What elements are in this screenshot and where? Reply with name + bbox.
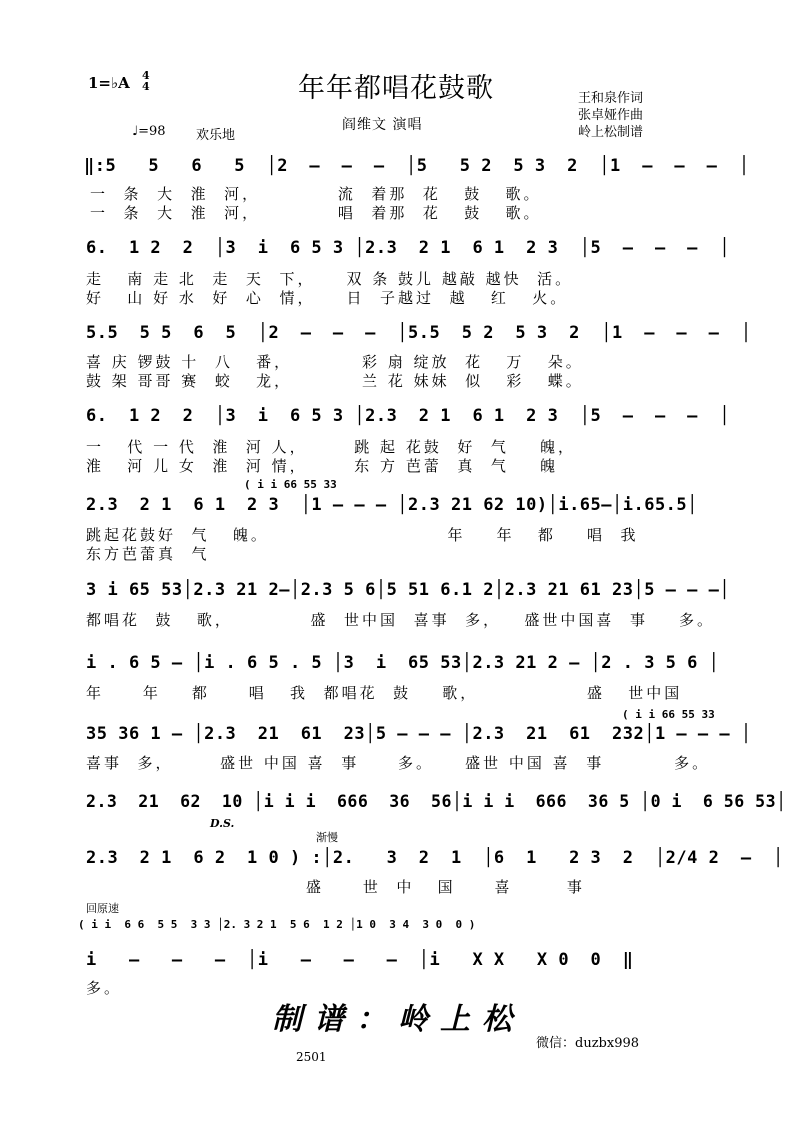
intro-line-8: ( i i 66 55 33 xyxy=(622,708,715,721)
lyrics-line-4a: 一 代 一 代 淮 河 人， 跳 起 花鼓 好 气 魄， xyxy=(86,438,576,456)
ritardando-mark: 渐慢 xyxy=(316,831,338,844)
lyrics-line-8a: 喜事 多， 盛世 中国 喜 事 多。 盛世 中国 喜 事 多。 xyxy=(86,754,711,772)
page-number: 2501 xyxy=(296,1050,327,1064)
lyrics-line-4b: 淮 河 儿 女 淮 河 情， 东 方 芭蕾 真 气 魄 xyxy=(86,457,558,475)
lyrics-line-2b: 好 山 好 水 好 心 情， 日 子越过 越 红 火。 xyxy=(86,289,569,307)
ds-mark: D.S. xyxy=(210,817,235,830)
a-tempo-mark: 回原速 xyxy=(86,902,119,915)
score-line-11: i – – – │i – – – │i X X X 0 0 ‖ xyxy=(86,950,634,970)
key-signature: 1=♭A xyxy=(88,74,130,92)
score-line-3: 5.5 5 5 6 5 │2 – – – │5.5 5 2 5 3 2 │1 – – – │ xyxy=(86,323,752,343)
wechat-contact: 微信：duzbx998 xyxy=(536,1036,640,1051)
meter-top: 4 xyxy=(142,69,150,82)
style-marking: 欢乐地 xyxy=(196,128,236,143)
arranger: 岭上松制谱 xyxy=(578,125,644,140)
lyrics-line-7a: 年 年 都 唱 我 都唱花 鼓 歌， 盛 世中国 xyxy=(86,684,683,702)
credits xyxy=(578,90,643,141)
score-line-2: 6. 1 2 2 │3 i 6 5 3 │2.3 2 1 6 1 2 3 │5 – – – │ xyxy=(86,238,731,258)
lyrics-line-6a: 都唱花 鼓 歌， 盛 世中国 喜事 多， 盛世中国喜 事 多。 xyxy=(86,611,716,629)
lyrics-line-2a: 走 南 走 北 走 天 下， 双 条 鼓儿 越敲 越快 活。 xyxy=(86,270,574,288)
lyrics-line-3a: 喜 庆 锣鼓 十 八 番， 彩 扇 绽放 花 万 朵。 xyxy=(86,353,584,371)
lyrics-line-1b: 一 条 大 淮 河， 唱 着那 花 鼓 歌。 xyxy=(90,204,542,222)
lyrics-line-5b: 东方芭蕾真 气 xyxy=(86,545,210,563)
intro-line-11: ( i i 6 6 5 5 3 3 │2. 3 2 1 5 6 1 2 │1 0 3 4 3 0 0 ) xyxy=(78,918,476,931)
song-title: 年年都唱花鼓歌 xyxy=(298,73,494,104)
meter-bottom: 4 xyxy=(142,80,150,93)
lyrics-line-5a: 跳起花鼓好 气 魄。 年 年 都 唱 我 xyxy=(86,526,639,544)
lyrics-line-3b: 鼓 架 哥哥 赛 蛟 龙， 兰 花 妹妹 似 彩 蝶。 xyxy=(86,372,584,390)
score-line-10: 2.3 2 1 6 2 1 0 ) :│2. 3 2 1 │6 1 2 3 2 │2/4 2 – │ xyxy=(86,848,784,868)
score-line-5: 2.3 2 1 6 1 2 3 │1 – – – │2.3 21 62 10)│i.65–│i.65.5│ xyxy=(86,495,698,515)
score-line-1: ‖:5 5 6 5 │2 – – – │5 5 2 5 3 2 │1 – – – │ xyxy=(84,156,750,176)
score-line-8: 35 36 1 – │2.3 21 61 23│5 – – – │2.3 21 61 232│1 – – – │ xyxy=(86,724,752,744)
tempo-marking: ♩=98 xyxy=(132,124,166,139)
composer: 张卓娅作曲 xyxy=(578,108,644,123)
lyrics-line-11a: 多。 xyxy=(86,979,123,997)
singer: 阎维文 演唱 xyxy=(342,117,423,133)
score-line-6: 3 i 65 53│2.3 21 2–│2.3 5 6│5 51 6.1 2│2.3 21 61 23│5 – – –│ xyxy=(86,580,731,600)
lyrics-line-10a: 盛 世 中 国 喜 事 xyxy=(306,878,585,896)
score-line-9: 2.3 21 62 10 │i i i 666 36 56│i i i 666 36 5 │0 i 6 56 53│ xyxy=(86,792,787,812)
score-line-7: i . 6 5 – │i . 6 5 . 5 │3 i 65 53│2.3 21 2 – │2 . 3 5 6 │ xyxy=(86,653,720,673)
arranger-signature: 制谱：岭上松 xyxy=(272,1002,524,1037)
intro-line-5: ( i i 66 55 33 xyxy=(244,478,337,491)
lyricist: 王和泉作词 xyxy=(578,91,644,106)
lyrics-line-1a: 一 条 大 淮 河， 流 着那 花 鼓 歌。 xyxy=(90,185,542,203)
score-line-4: 6. 1 2 2 │3 i 6 5 3 │2.3 2 1 6 1 2 3 │5 – – – │ xyxy=(86,406,731,426)
